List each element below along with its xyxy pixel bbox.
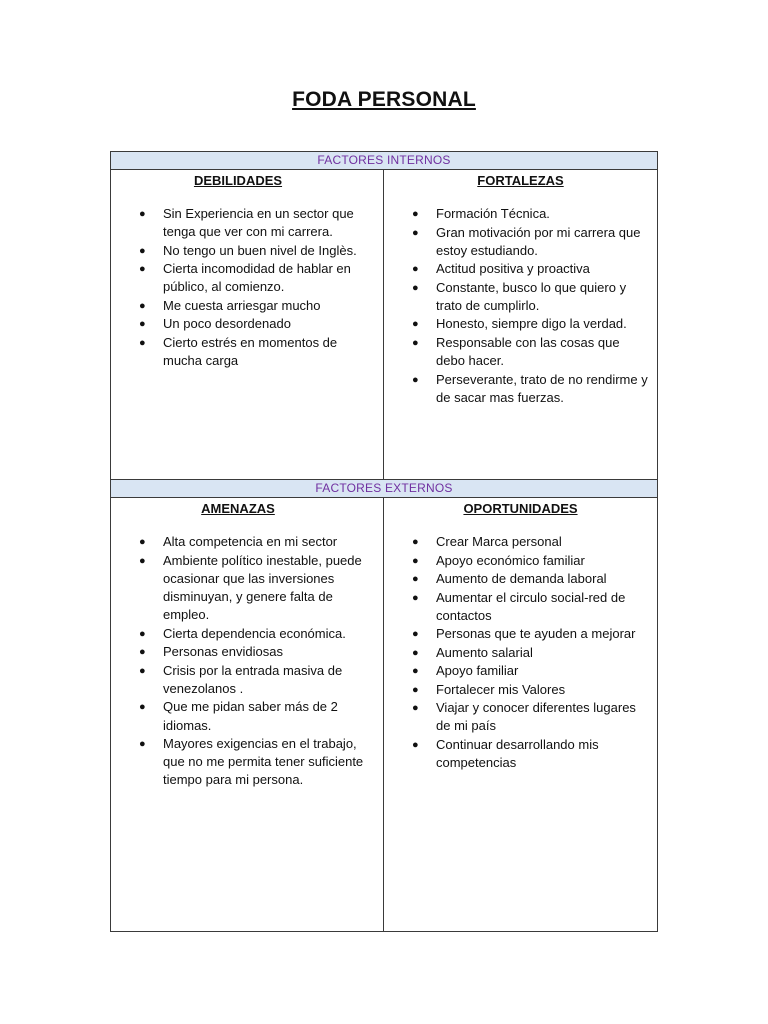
list-item xyxy=(111,297,383,315)
list-item-text: Que me pidan saber más de 2 idiomas. xyxy=(163,699,338,733)
list-item xyxy=(384,260,657,278)
list-item xyxy=(384,552,657,570)
debilidades-list xyxy=(111,205,383,370)
fortalezas-list xyxy=(384,205,657,407)
list-item xyxy=(384,662,657,680)
debilidades-cell xyxy=(111,170,384,479)
list-item xyxy=(111,260,383,296)
list-item xyxy=(384,533,657,551)
list-item-text: Aumento salarial xyxy=(436,644,533,660)
fortalezas-header: FORTALEZAS xyxy=(477,173,564,188)
bullet-icon: ● xyxy=(412,738,419,751)
bullet-icon: ● xyxy=(139,738,146,751)
bullet-icon: ● xyxy=(412,646,419,659)
debilidades-header: DEBILIDADES xyxy=(193,173,283,188)
list-item xyxy=(384,205,657,223)
list-item-text: Cierta incomodidad de hablar en público, al comienzo. xyxy=(163,261,351,295)
bullet-icon: ● xyxy=(139,263,146,276)
list-item-text: Crisis por la entrada masiva de venezolanos . xyxy=(163,662,343,696)
fortalezas-cell xyxy=(384,170,657,479)
list-item-text: Alta competencia en mi sector xyxy=(163,534,338,549)
bullet-icon: ● xyxy=(412,554,419,567)
list-item-text: Personas envidiosas xyxy=(163,644,283,660)
bullet-icon: ● xyxy=(412,683,419,696)
list-item-text: Ambiente político inestable, puede ocasionar que las inversiones disminuyan, y genere falta de empleo. xyxy=(163,552,362,623)
list-item-text: Perseverante, trato de no rendirme y de sacar mas fuerzas. xyxy=(436,371,648,405)
amenazas-list xyxy=(111,533,383,790)
list-item-text: Apoyo económico familiar xyxy=(436,552,585,568)
list-item xyxy=(111,552,383,625)
bullet-icon: ● xyxy=(412,591,419,604)
foda-table xyxy=(110,151,658,932)
list-item xyxy=(111,315,383,333)
list-item-text: Fortalecer mis Valores xyxy=(436,681,566,697)
bullet-icon: ● xyxy=(412,373,419,386)
bullet-icon: ● xyxy=(139,336,146,349)
list-item xyxy=(384,224,657,260)
list-item xyxy=(384,315,657,333)
list-item xyxy=(111,242,383,260)
bullet-icon: ● xyxy=(139,536,146,548)
list-item-text: Cierta dependencia económica. xyxy=(163,625,346,641)
bullet-icon: ● xyxy=(139,318,146,331)
list-item xyxy=(111,625,383,643)
list-item-text: Responsable con las cosas que debo hacer. xyxy=(436,334,620,369)
list-item-text: No tengo un buen nivel de Inglès. xyxy=(163,242,357,258)
bullet-icon: ● xyxy=(412,263,419,276)
list-item xyxy=(111,334,383,370)
bullet-icon: ● xyxy=(412,573,419,585)
bullet-icon: ● xyxy=(139,244,146,257)
list-item xyxy=(384,681,657,699)
list-item-text: Me cuesta arriesgar mucho xyxy=(163,297,321,313)
bullet-icon: ● xyxy=(139,554,146,567)
bullet-icon: ● xyxy=(412,628,419,641)
list-item-text: Apoyo familiar xyxy=(436,663,519,679)
list-item-text: Honesto, siempre digo la verdad. xyxy=(436,316,627,332)
list-item-text: Gran motivación por mi carrera que estoy estudiando. xyxy=(436,224,641,258)
bullet-icon: ● xyxy=(139,627,146,640)
bullet-icon: ● xyxy=(139,208,146,220)
list-item xyxy=(111,735,383,790)
list-item xyxy=(111,643,383,661)
bullet-icon: ● xyxy=(412,665,419,678)
list-item xyxy=(384,334,657,370)
external-factors-band: FACTORES EXTERNOS xyxy=(111,479,657,498)
list-item-text: Actitud positiva y proactiva xyxy=(436,261,590,277)
list-item xyxy=(384,371,657,407)
bullet-icon: ● xyxy=(412,208,419,220)
bullet-icon: ● xyxy=(139,646,146,659)
bullet-icon: ● xyxy=(412,226,419,239)
list-item-text: Formación Técnica. xyxy=(436,206,550,221)
list-item xyxy=(384,279,657,315)
bullet-icon: ● xyxy=(412,318,419,331)
list-item xyxy=(384,570,657,588)
list-item-text: Viajar y conocer diferentes lugares de mi país xyxy=(436,700,636,734)
bullet-icon: ● xyxy=(412,336,419,349)
list-item xyxy=(111,662,383,698)
bullet-icon: ● xyxy=(412,281,419,294)
list-item-text: Crear Marca personal xyxy=(436,534,562,549)
bullet-icon: ● xyxy=(139,299,146,312)
list-item-text: Cierto estrés en momentos de mucha carga xyxy=(163,334,338,369)
list-item xyxy=(384,736,657,772)
list-item-text: Un poco desordenado xyxy=(163,316,291,332)
bullet-icon: ● xyxy=(139,664,146,677)
oportunidades-cell xyxy=(384,498,657,931)
list-item xyxy=(384,625,657,643)
amenazas-cell xyxy=(111,498,384,931)
list-item-text: Personas que te ayuden a mejorar xyxy=(436,626,636,642)
bullet-icon: ● xyxy=(139,701,146,714)
list-item xyxy=(384,699,657,735)
list-item-text: Aumento de demanda laboral xyxy=(436,571,607,586)
list-item-text: Aumentar el circulo social-red de contactos xyxy=(436,589,626,623)
list-item xyxy=(384,589,657,625)
list-item xyxy=(111,205,383,241)
list-item xyxy=(111,533,383,551)
list-item xyxy=(384,644,657,662)
bullet-icon: ● xyxy=(412,536,419,548)
list-item-text: Mayores exigencias en el trabajo, que no me permita tener suficiente tiempo para mi persona. xyxy=(163,736,364,788)
list-item-text: Constante, busco lo que quiero y trato de cumplirlo. xyxy=(436,279,627,313)
document-title: FODA PERSONAL xyxy=(292,88,476,111)
internal-factors-band: FACTORES INTERNOS xyxy=(111,152,657,170)
oportunidades-header: OPORTUNIDADES xyxy=(463,501,578,516)
bullet-icon: ● xyxy=(412,702,419,715)
list-item-text: Continuar desarrollando mis competencias xyxy=(436,736,599,771)
oportunidades-list xyxy=(384,533,657,772)
list-item-text: Sin Experiencia en un sector que tenga que ver con mi carrera. xyxy=(163,206,354,240)
amenazas-header: AMENAZAS xyxy=(201,501,275,516)
list-item xyxy=(111,698,383,734)
